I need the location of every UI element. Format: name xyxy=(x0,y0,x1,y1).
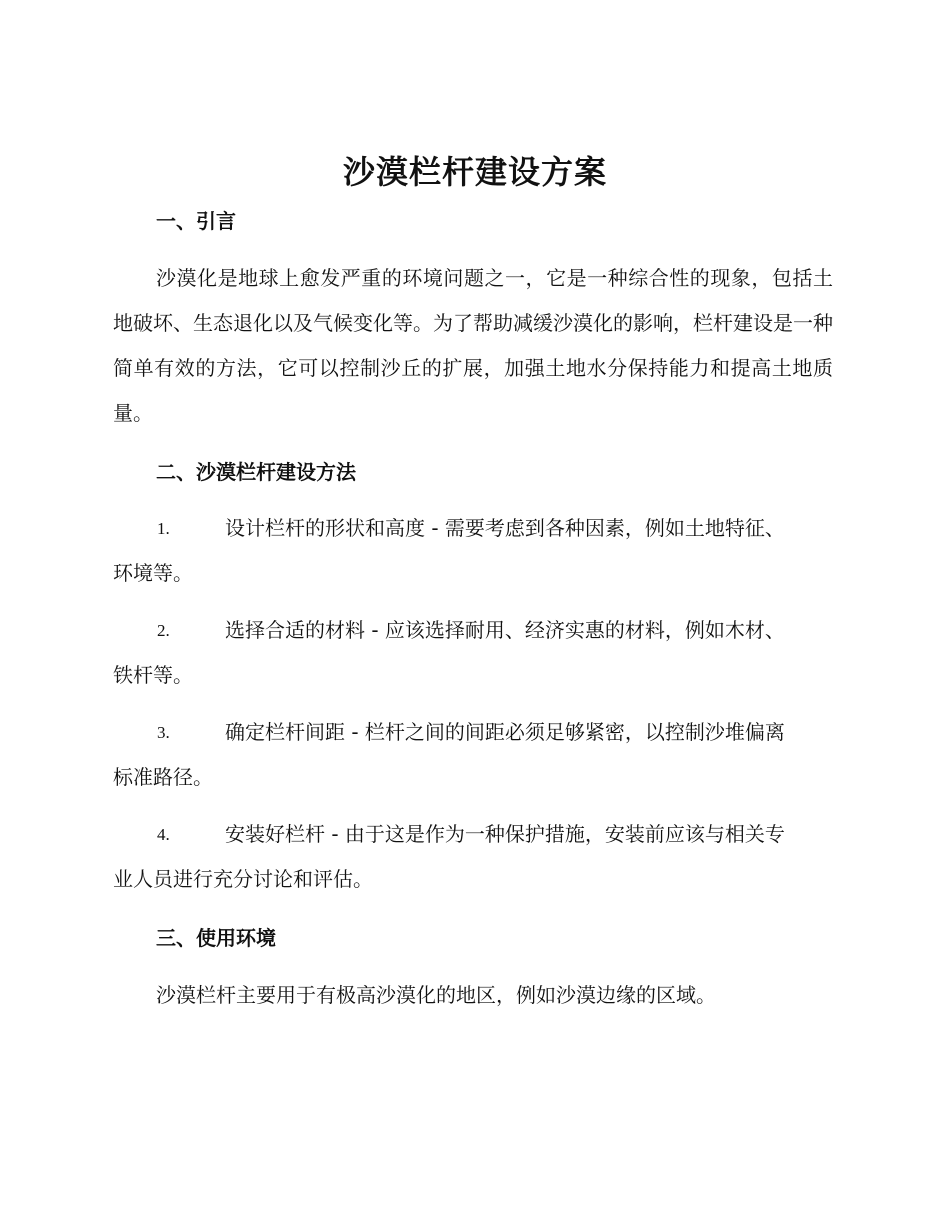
environment-paragraph: 沙漠栏杆主要用于有极高沙漠化的地区，例如沙漠边缘的区域。 xyxy=(156,983,716,1007)
list-item-number: 4. xyxy=(157,825,170,844)
list-item-text-continued: 标准路径。 xyxy=(113,765,213,789)
list-item-number: 1. xyxy=(157,519,170,538)
list-item xyxy=(113,710,833,800)
list-item-text: 确定栏杆间距 - 栏杆之间的间距必须足够紧密，以控制沙堆偏离 xyxy=(225,720,785,744)
section-heading-introduction: 一、引言 xyxy=(156,209,236,233)
section-heading-environment: 三、使用环境 xyxy=(156,926,276,950)
list-item xyxy=(113,608,833,698)
list-item-number: 2. xyxy=(157,621,170,640)
list-item-text: 选择合适的材料 - 应该选择耐用、经济实惠的材料，例如木材、 xyxy=(225,618,785,642)
list-item-text: 设计栏杆的形状和高度 - 需要考虑到各种因素，例如土地特征、 xyxy=(225,516,785,540)
list-item-text: 安装好栏杆 - 由于这是作为一种保护措施，安装前应该与相关专 xyxy=(225,822,785,846)
list-item xyxy=(113,506,833,596)
list-item-text-continued: 铁杆等。 xyxy=(113,663,193,687)
document-title: 沙漠栏杆建设方案 xyxy=(342,153,607,191)
list-item-number: 3. xyxy=(157,723,170,742)
section-heading-methods: 二、沙漠栏杆建设方法 xyxy=(156,460,356,484)
list-item xyxy=(113,812,833,902)
introduction-paragraph: 沙漠化是地球上愈发严重的环境问题之一，它是一种综合性的现象，包括土地破坏、生态退化以及气候变化等。为了帮助减缓沙漠化的影响，栏杆建设是一种简单有效的方法，它可以控制沙丘的扩展，加强土地水分保持能力和提高土地质量。 xyxy=(113,266,833,425)
list-item-text-continued: 业人员进行充分讨论和评估。 xyxy=(113,867,373,891)
list-item-text-continued: 环境等。 xyxy=(113,561,193,585)
